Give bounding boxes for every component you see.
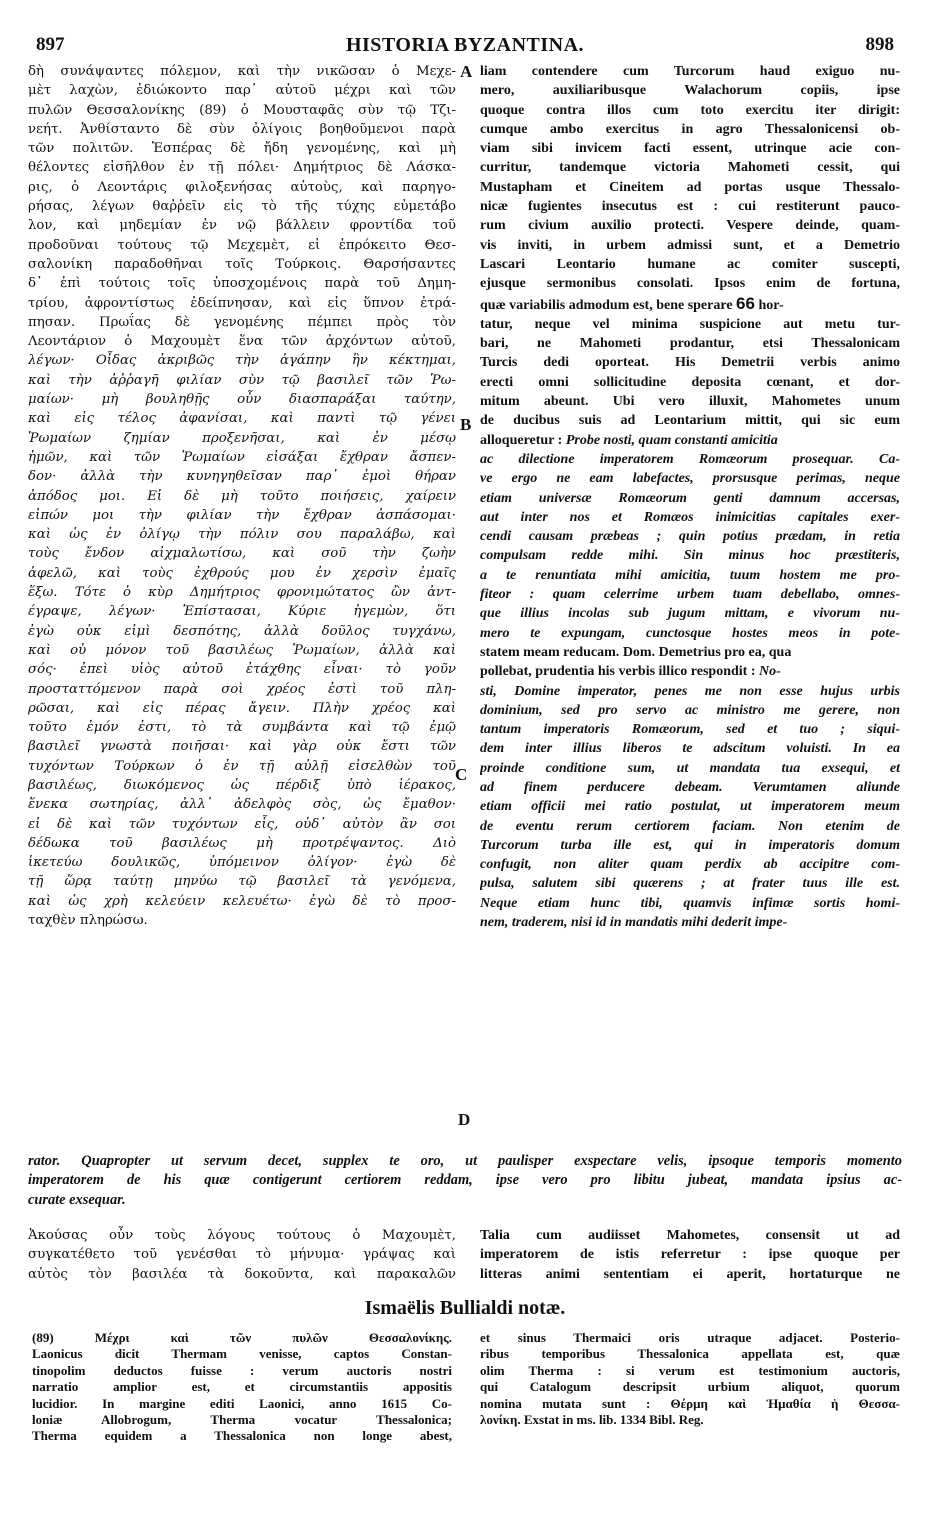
- latin-line: compulsam redde mihi. Sin minus hoc præstiteris,: [480, 548, 900, 564]
- latin-line: bari, ne Mahometi prodantur, etsi Thessalonicam: [480, 336, 900, 352]
- latin-line: Neque etiam hunc tibi, quamvis infimæ sortis homi-: [480, 895, 900, 911]
- note-line: ribus temporibus Thessalonica appellata est, quæ: [480, 1346, 900, 1362]
- latin-line: litteras animi sententiam ei aperit, hortaturque ne: [480, 1266, 900, 1282]
- latin-line: sti, Domine imperator, penes me non esse hujus urbis: [480, 683, 900, 699]
- latin-line: ejusque sermonibus consolati. Ipsos enim de fortuna,: [480, 276, 900, 292]
- greek-line: εἰ δὲ καὶ τῶν τυχόντων εἷς, οὐδ᾽ αὐτὸν ἂν σοι: [28, 816, 456, 832]
- greek-paragraph-2: [28, 1226, 456, 1284]
- greek-line: ἐγὼ οὐκ εἰμὶ δεσπότης, ἀλλὰ δοῦλος τυγχάνω,: [28, 623, 456, 639]
- greek-line: ἀφελῶ, καὶ τοὺς ἐχθρούς μου ἐν χερσὶν ἐμαῖς: [28, 565, 456, 581]
- note-right-column: [480, 1330, 900, 1428]
- latin-line: ad finem perducere debeam. Verumtamen aliunde: [480, 779, 900, 795]
- latin-line: mero te expungam, cunctosque hostes meos in pote-: [480, 625, 900, 641]
- greek-line: νεήτ. Ἀνθίσταντο δὲ σὺν ὀλίγοις βοηθοῦμενοι παρὰ: [28, 121, 456, 137]
- note-line: qui Catalogum descripsit urbium aliquot, quorum: [480, 1379, 900, 1395]
- greek-line: πυλῶν Θεσσαλονίκης (89) ὁ Μουσταφᾶς σὺν τῷ Τζι-: [28, 102, 456, 118]
- greek-line: τῶν πολιτῶν. Ἑσπέρας δὲ ἤδη γενομένης, καὶ μὴ: [28, 141, 456, 157]
- full-width-line: imperatorem de his quæ contigerunt certiorem reddam, ipse vero pro libitu jubeat, mandata ipsius ac-: [28, 1172, 902, 1189]
- greek-line: θέλοντες εἰσῆλθον ἐν τῇ πόλει· Δημήτριος δὲ Λάσκα-: [28, 160, 456, 176]
- greek-line: δον· ἀλλὰ τὴν κυνηγηθεῖσαν παρ᾽ ἐμοὶ θήραν: [28, 469, 456, 485]
- greek-line: ρις, ὁ Λεοντάρις φιλοξενήσας αὐτοὺς, καὶ παρηγο-: [28, 179, 456, 195]
- greek-line: βασιλέως, διωκόμενος ὡς πέρδιξ ὑπὸ ἱέρακος,: [28, 777, 456, 793]
- greek-line: ἱκετεύω δουλικῶς, ὑπόμεινον ὀλίγον· ἐγὼ δὲ: [28, 855, 456, 871]
- full-width-paragraph: [28, 1152, 902, 1210]
- greek-line: τυχόντων Τούρκων ὁ ἐν τῇ αὐλῇ εἰσελθὼν τοῦ: [28, 758, 456, 774]
- right-page-number: 898: [865, 34, 894, 55]
- greek-line: βασιλεῖ γνωστὰ ποιῆσαι· καὶ γὰρ οὐκ ἔστι τῶν: [28, 739, 456, 755]
- greek-line: προσταττόμενον παρὰ σοὶ χρέος ἐστὶ τοῦ πλη-: [28, 681, 456, 697]
- latin-inline-text: Dom. Demetrius pro ea, qua: [622, 644, 792, 660]
- notes-heading: Ismaëlis Bullialdi notæ.: [364, 1297, 566, 1319]
- greek-line: τοὺς ἔνδον αἰχμαλωτίσω, καὶ σοῦ τὴν ζωὴν: [28, 546, 456, 562]
- full-width-line: rator. Quapropter ut servum decet, supplex te oro, ut paulisper exspectare velis, ipsoque temporis momento: [28, 1153, 902, 1169]
- latin-inline-text: No-: [759, 664, 781, 680]
- latin-inline-text: Probe nosti, quam constanti amicitia: [565, 432, 778, 448]
- margin-letter-b: B: [460, 415, 472, 434]
- latin-line: quoque contra illos cum toto exercitu iter dirigit:: [480, 102, 900, 118]
- greek-line: τῇ ὥρᾳ ταύτῃ μηνύω τῷ βασιλεῖ τὰ γενόμενα,: [28, 874, 456, 890]
- latin-line: tatur, neque vel minima suspicione aut metu tur-: [480, 316, 900, 332]
- greek-line: μαίων· μὴ βουληθῇς οὖν διασπαράξαι ταύτην,: [28, 392, 456, 408]
- latin-paragraph-2: [480, 1226, 900, 1284]
- greek-line: λον, καὶ μηδεμίαν ἐν νῷ βάλλειν φροντίδα τοῦ: [28, 218, 456, 234]
- latin-line: Lascari Leontario humane ac comiter suscepti,: [480, 256, 900, 272]
- greek-line: ρήσας, λέγων θαῤῥεῖν εἰς τὸ τῆς τύχης εὐμετάβο: [28, 199, 456, 215]
- page-header: [28, 34, 902, 60]
- note-line: nomina mutata sunt : Θέρμη καὶ Ἠμαθία ἡ Θεσσα-: [480, 1395, 900, 1411]
- latin-line: curritur, tandemque victoria Mahometi cessit, qui: [480, 160, 900, 176]
- latin-line: rum civium auxilio protecti. Vespere deinde, quam-: [480, 218, 900, 234]
- greek-line: Ἀκούσας οὖν τοὺς λόγους τούτους ὁ Μαχουμὲτ,: [28, 1228, 456, 1243]
- latin-line: cendi causam præbeas ; quin potius prædam, in retia: [480, 529, 900, 545]
- latin-line: ac dilectione imperatorem Romæorum prosequar. Ca-: [480, 451, 900, 467]
- latin-line: aut inter nos et Romæos inimicitias capitales exer-: [480, 509, 900, 525]
- latin-line: dem inter illius liberos te adscitum voluisti. In ea: [480, 741, 900, 757]
- latin-line: liam contendere cum Turcorum haud exiguo nu-: [480, 64, 900, 79]
- left-page-number: 897: [36, 34, 65, 55]
- greek-line: μὲτ λαχὼν, ἐδιώκοντο παρ᾽ αὐτοῦ μέχρι καὶ τῶν: [28, 83, 456, 99]
- latin-line: alloqueretur : Probe nosti, quam constanti amicitia: [480, 432, 778, 448]
- greek-line: εἰπών μοι τὴν φιλίαν τὴν ἔχθραν ἀσπάσομαι·: [28, 507, 456, 523]
- note-line: narratio amplior est, et circumstantiis appositis: [32, 1379, 452, 1395]
- greek-line: έγραψε, λέγων· Ἐπίστασαι, Κύριε ἡγεμὼν, ὅτι: [28, 604, 456, 620]
- greek-line: καὶ ὡς ἐν ὀλίγῳ τὴν πόλιν σου παραλάβω, καὶ: [28, 527, 456, 543]
- latin-line: erecti omni sollicitudine deposita cœnant, et dor-: [480, 374, 900, 390]
- greek-line: δέδωκα τοῦ βασιλέως μὴ προτρέψαντος. Διὸ: [28, 835, 456, 851]
- latin-line: de ducibus suis ad Leontarium mittit, qui sic eum: [480, 413, 900, 429]
- latin-line: statem meam reducam. Dom. Demetrius pro ea, qua: [480, 644, 792, 660]
- margin-letter-c: C: [455, 765, 468, 784]
- greek-line: σαλονίκη παραδοθῆναι τοῖς Τούρκοις. Θαρσήσαντες: [28, 256, 456, 272]
- running-title: HISTORIA BYZANTINA.: [345, 34, 585, 56]
- greek-line: ρῶσαι, καὶ εἰς πέρας ἄγειν. Πλὴν χρέος καὶ: [28, 700, 456, 716]
- greek-line: καὶ οὐ μόνον τοῦ βασιλέως Ῥωμαίων, ἀλλὰ καὶ: [28, 642, 456, 658]
- note-line: (89) Μέχρι καὶ τῶν πυλῶν Θεσσαλονίκης.: [32, 1330, 452, 1345]
- note-left-column: [32, 1330, 452, 1445]
- latin-line: etiam universæ Romæorum genti damnum accersas,: [480, 490, 900, 506]
- greek-line: ἀπόδος μοι. Εἰ δὲ μὴ τοῦτο ποιήσεις, χαίρειν: [28, 488, 456, 504]
- latin-line: pollebat, prudentia his verbis illico respondit : No-: [480, 664, 781, 680]
- latin-line: imperatorem de istis referretur : ipse quoque per: [480, 1247, 900, 1263]
- greek-line: Λεοντάριον ὁ Μαχουμὲτ ἕνα τῶν ἀρχόντων αὐτοῦ,: [28, 334, 456, 350]
- margin-letter-a: A: [460, 62, 473, 81]
- greek-line: ταχθὲν πληρώσω.: [28, 913, 148, 929]
- latin-line: vis inviti, in urbem admissi sunt, et a Demetrio: [480, 237, 900, 253]
- latin-line: nem, traderem, nisi id in mandatis mihi dederit impe-: [480, 915, 788, 931]
- latin-line: nicæ fugientes insecutus est : cui restiterunt pauco-: [480, 199, 900, 215]
- latin-line: Turcorum turba ille est, qui in imperatoris domum: [480, 837, 900, 853]
- latin-line: dominium, sed pro servo ac ministro me gerere, non: [480, 702, 900, 718]
- greek-line: ἕξω. Τότε ὁ κὺρ Δημήτριος φρονιμώτατος ὢν ἀντ-: [28, 585, 456, 601]
- latin-line: confugit, non aliter quam perdix ab accipitre com-: [480, 857, 900, 873]
- greek-line: προδοῦναι τούτους τῷ Μεχεμὲτ, εἰ ἐπρόκειτο Θεσ-: [28, 237, 456, 253]
- latin-line: a te renuntiata mihi amicitia, tuum hostem me pro-: [480, 567, 900, 583]
- latin-line: mitum abeunt. Ubi vero illuxit, Mahometes unum: [480, 394, 900, 410]
- latin-line: Mustapham et Cineitem ad portas usque Thessalo-: [480, 179, 900, 195]
- greek-line: δὴ συνάψαντες πόλεμον, καὶ τὴν νικῶσαν ὁ Μεχε-: [28, 64, 456, 79]
- latin-line: pulsa, salutem sibi quærens ; at frater tuus ille est.: [480, 876, 900, 892]
- latin-line: ve ergo ne eam labefactes, prorsusque perimas, neque: [480, 471, 900, 487]
- greek-line: δ᾽ ἐπὶ τούτοις τοῖς ὑποσχομένοις παρὰ τοῦ Δημη-: [28, 276, 456, 292]
- latin-line: de eventu rerum certiorem faciam. Non etenim de: [480, 818, 900, 834]
- latin-line: cumque ambo exercitus in agro Thessalonicensi ob-: [480, 121, 900, 137]
- greek-line: ἡμῶν, καὶ τῶν Ῥωμαίων εἰσάξαι ἔχθραν ἄσπεν-: [28, 449, 456, 465]
- greek-line: καὶ ὡς χρὴ κελεύειν κελευέτω· ἐγὼ δὲ τὸ προσ-: [28, 893, 456, 909]
- latin-line: que illius incolas sub jugum mittam, e vivorum nu-: [480, 606, 900, 622]
- latin-line: Turcis dedi oporteat. His Demetrii verbis animo: [480, 355, 900, 371]
- greek-line: καὶ τὴν ἀῤῥαγῆ φιλίαν σὺν τῷ βασιλεῖ τῶν Ῥω-: [28, 372, 456, 388]
- note-line: loniæ Allobrogum, Therma vocatur Thessalonica;: [32, 1412, 452, 1428]
- greek-line: αὐτὸς τὸν βασιλέα τὰ δοκοῦντα, καὶ παρακαλῶν: [28, 1266, 456, 1282]
- latin-line: quæ variabilis admodum est, bene sperare 66 hor-: [480, 293, 784, 313]
- greek-line: τρίου, ἀφροντίστως ἐδείπνησαν, καὶ εἰς ὕπνον ἐτρά-: [28, 295, 456, 311]
- latin-line: etiam officii mei ratio postulat, ut imperatorem meum: [480, 799, 900, 815]
- note-line: Laonicus dicit Thermam venisse, captos Constan-: [32, 1346, 452, 1362]
- greek-column: [28, 62, 456, 930]
- greek-line: λέγων· Οἶδας ἀκριβῶς τὴν ἀγάπην ἣν κέκτημαι,: [28, 353, 456, 369]
- latin-line: tantum imperatoris Romæorum, sed et tuo ; siqui-: [480, 722, 900, 738]
- note-line: olim Therma : si verum est testimonium auctoris,: [480, 1362, 900, 1378]
- page-reference: 66: [736, 293, 755, 313]
- margin-letter-d: D: [458, 1110, 471, 1129]
- greek-line: πησαν. Πρωΐας δὲ γενομένης πέμπει πρὸς τὸν: [28, 314, 456, 330]
- latin-line: fiteor : quam celerrime urbem tuam debellabo, omnes-: [480, 587, 900, 603]
- greek-line: σός· ἐπεὶ υἱὸς αὐτοῦ ἐτάχθης εἶναι· τὸ γοῦν: [28, 662, 456, 678]
- greek-line: τοῦτο ἐμόν ἐστι, τὸ τὰ συμβάντα καὶ τῷ ἐμῷ: [28, 720, 456, 736]
- latin-line: Talia cum audiisset Mahometes, consensit ut ad: [480, 1228, 900, 1243]
- note-line: Therma equidem a Thessalonica non longe abest,: [32, 1428, 452, 1444]
- note-line: λονίκη. Exstat in ms. lib. 1334 Bibl. Reg.: [480, 1412, 704, 1428]
- latin-column: [480, 62, 900, 932]
- note-line: lucidior. In margine editi Laonici, anno 1615 Co-: [32, 1395, 452, 1411]
- latin-line: viam sibi invicem facti essent, utrinque acie con-: [480, 141, 900, 157]
- latin-line: proinde conditione sum, ut mandata tua exsequi, et: [480, 760, 900, 776]
- greek-line: ἕνεκα σωτηρίας, ἀλλ᾽ ἀδελφὸς σὸς, ὡς ἔμαθον·: [28, 797, 456, 813]
- note-line: tinopolim deductos fuisse : verum auctoris nostri: [32, 1362, 452, 1378]
- full-width-line: curate exsequar.: [28, 1191, 126, 1208]
- greek-line: συγκατέθετο τοῦ γενέσθαι τὸ μήνυμα· γράψας καὶ: [28, 1247, 456, 1263]
- latin-line: mero, auxiliaribusque Walachorum copiis, ipse: [480, 83, 900, 99]
- greek-line: Ῥωμαίων ζημίαν προξενῆσαι, καὶ ἐν μέσῳ: [28, 430, 456, 446]
- note-line: et sinus Thermaici oris utraque adjacet. Posterio-: [480, 1330, 900, 1345]
- latin-inline-text: hor-: [758, 297, 784, 313]
- greek-line: καὶ εἰς τέλος ἀφανίσαι, καὶ παντὶ τῷ γένει: [28, 411, 456, 427]
